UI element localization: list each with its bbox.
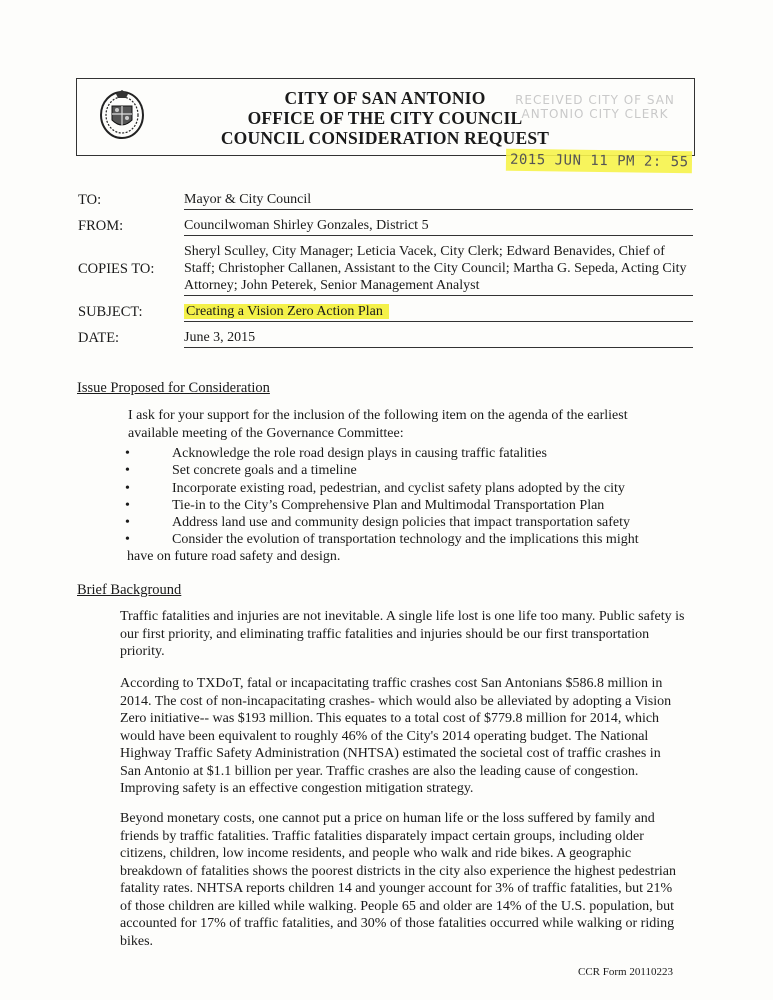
background-paragraph-3: Beyond monetary costs, one cannot put a price on human life or the loss suffered by family and friends by traffic fatalities. Traffic fatalities disparately impact certain groups, including older citizens, children, low income residents, and people who walk and ride bikes. A geographic breakdown of fatalities shows the poorest districts in the city also experience the highest pedestrian fatality rates. NHTSA reports children 14 and younger account for 3% of traffic fatalities, but 21% of those children are killed while walking. People 65 and older are 14% of the U.S. population, but accounted for 17% of traffic fatalities, and 30% of those fatalities occurred while walking or riding bikes.	[120, 811, 676, 949]
date-stamp-text: 2015 JUN 11 PM 2: 55	[509, 151, 689, 171]
subject-field	[184, 303, 693, 322]
issue-intro: I ask for your support for the inclusion of the following item on the agenda of the earliest available meeting of the Governance Committee:	[128, 408, 628, 441]
date-value: June 3, 2015	[184, 329, 693, 348]
subject-value: Creating a Vision Zero Action Plan	[184, 304, 389, 319]
to-value: Mayor & City Council	[184, 191, 693, 210]
list-item: • Incorporate existing road, pedestrian, and cyclist safety plans adopted by the city	[125, 480, 625, 496]
list-item: • Tie-in to the City’s Comprehensive Plan and Multimodal Transportation Plan	[125, 497, 605, 513]
form-id-footer: CCR Form 20110223	[578, 966, 673, 978]
list-item: • Set concrete goals and a timeline	[125, 463, 357, 479]
from-value: Councilwoman Shirley Gonzales, District 5	[184, 217, 693, 236]
header-line-city: CITY OF SAN ANTONIO	[284, 88, 486, 108]
list-item: • Consider the evolution of transportation technology and the implications this might	[125, 532, 639, 548]
city-seal-icon	[98, 88, 146, 140]
copies-label: COPIES TO:	[78, 261, 155, 277]
copies-value: Sheryl Sculley, City Manager; Leticia Vacek, City Clerk; Edward Benavides, Chief of Staff; Christopher Callanen, Assistant to the City Council; Martha G. Sepeda, Acting City Attorney; John Peterek, Senior Management Analyst	[184, 243, 693, 296]
date-label: DATE:	[78, 330, 120, 346]
bullet-continuation: have on future road safety and design.	[127, 549, 341, 564]
header-line-request: COUNCIL CONSIDERATION REQUEST	[220, 128, 550, 148]
header-line-office: OFFICE OF THE CITY COUNCIL	[247, 108, 523, 128]
list-item: • Address land use and community design policies that impact transportation safety	[125, 515, 631, 531]
received-stamp: RECEIVED CITY OF SAN ANTONIO CITY CLERK	[515, 93, 675, 121]
from-label: FROM:	[78, 218, 124, 234]
issue-bullet-list	[123, 445, 683, 549]
background-section-title: Brief Background	[77, 582, 182, 598]
background-paragraph-2: According to TXDoT, fatal or incapacitating traffic crashes cost San Antonians $586.8 million in 2014. The cost of non-incapacitating crashes- which would also be alleviated by adopting a Vision Zero initiative-- was $193 million. This equates to a total cost of $779.8 million for 2014, which would have been equivalent to roughly 46% of the City's 2014 operating budget. The National Highway Traffic Safety Administration (NHTSA) estimated the societal cost of traffic crashes in San Antonio at $1.1 billion per year. Traffic crashes are also the leading cause of congestion. Improving safety is an effective congestion mitigation strategy.	[120, 676, 672, 796]
subject-label: SUBJECT:	[78, 304, 143, 320]
to-label: TO:	[78, 192, 102, 208]
issue-section-title: Issue Proposed for Consideration	[77, 380, 270, 396]
background-paragraph-1: Traffic fatalities and injuries are not inevitable. A single life lost is one life too many. Public safety is our first priority, and eliminating traffic fatalities and injuries should be our first transportation priority.	[120, 609, 685, 659]
list-item: • Acknowledge the role road design plays in causing traffic fatalities	[125, 446, 547, 461]
